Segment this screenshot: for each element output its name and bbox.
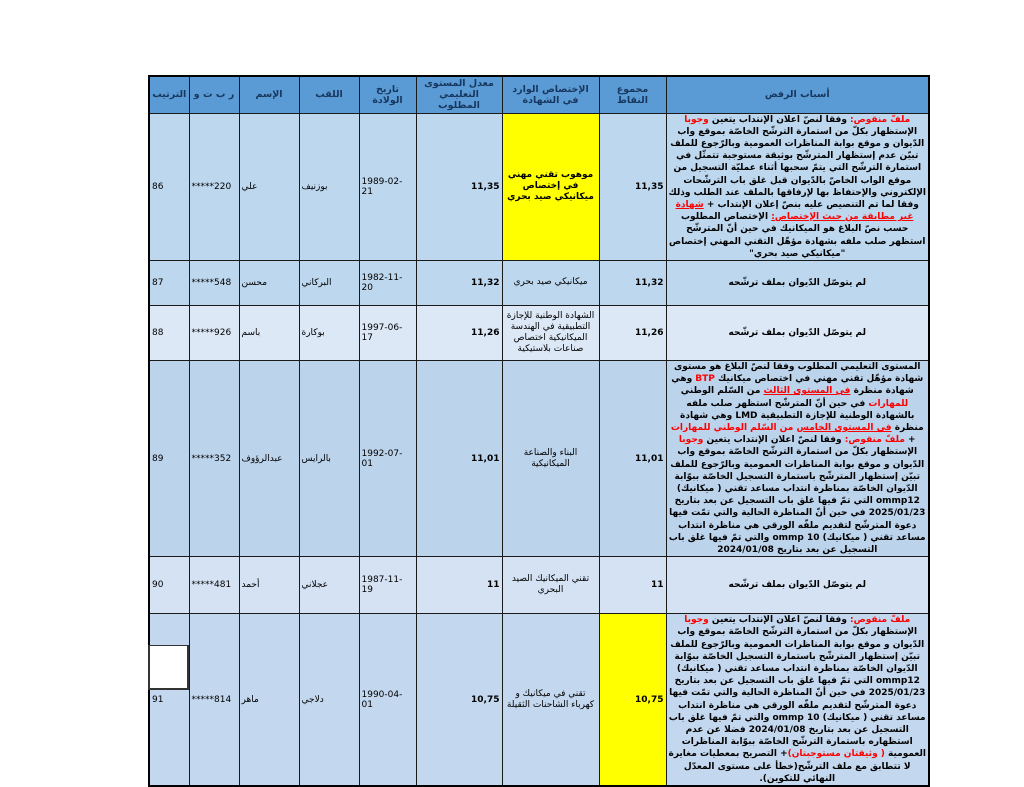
- cell-last-name: عجلاني: [299, 557, 359, 614]
- cell-registration-code: *****926: [189, 305, 239, 360]
- cell-last-name: البركاني: [299, 260, 359, 305]
- cell-birth-date: 1997-06-17: [359, 305, 416, 360]
- cell-last-name: بوكارة: [299, 305, 359, 360]
- cell-total-points: 11,26: [599, 305, 666, 360]
- header-last-name: اللقب: [299, 76, 359, 113]
- header-rank: الترتيب: [149, 76, 189, 113]
- cell-required-average: 11: [416, 557, 502, 614]
- cell-first-name: ماهر: [239, 614, 299, 786]
- cell-rejection-reason: لم يتوصّل الدّيوان بملف ترشّحه: [666, 557, 929, 614]
- header-specialty: الإختصاص الوارد في الشهادة: [502, 76, 599, 113]
- header-total-points: مجموع النقاط: [599, 76, 666, 113]
- cell-rank: 91: [149, 614, 189, 786]
- cell-total-points: 10,75: [599, 614, 666, 786]
- cell-birth-date: 1989-02-21: [359, 113, 416, 260]
- cell-birth-date: 1987-11-19: [359, 557, 416, 614]
- header-registration-code: ر ب ت و: [189, 76, 239, 113]
- cell-required-average: 10,75: [416, 614, 502, 786]
- cell-required-average: 11,35: [416, 113, 502, 260]
- cell-required-average: 11,26: [416, 305, 502, 360]
- table-row: [149, 260, 929, 305]
- cell-last-name: دلاجي: [299, 614, 359, 786]
- cell-rank: 87: [149, 260, 189, 305]
- cell-required-average: 11,32: [416, 260, 502, 305]
- cell-last-name: بوزنيف: [299, 113, 359, 260]
- rejection-table: [148, 75, 930, 787]
- cell-specialty: البناء والصناعة الميكانيكية: [502, 360, 599, 556]
- cell-registration-code: *****220: [189, 113, 239, 260]
- header-first-name: الإسم: [239, 76, 299, 113]
- cell-specialty: تقني في ميكانيك و كهرباء الشاحنات الثقيلة: [502, 614, 599, 786]
- cell-rejection-reason: لم يتوصّل الدّيوان بملف ترشّحه: [666, 305, 929, 360]
- cell-first-name: باسم: [239, 305, 299, 360]
- cell-specialty: ميكانيكي صيد بحري: [502, 260, 599, 305]
- cell-last-name: بالرايس: [299, 360, 359, 556]
- cell-birth-date: 1990-04-01: [359, 614, 416, 786]
- table-row: [149, 614, 929, 786]
- cell-registration-code: *****481: [189, 557, 239, 614]
- table-row: [149, 360, 929, 556]
- cell-rank: 88: [149, 305, 189, 360]
- cell-required-average: 11,01: [416, 360, 502, 556]
- cell-registration-code: *****352: [189, 360, 239, 556]
- table-row: [149, 305, 929, 360]
- cell-rejection-reason: المستوى التعليمي المطلوب وفقا لنصّ البلاغ هو مستوى شهادة مؤهّل تقني مهني في اختصاص ميكانيك BTP وهي شهادة منظرة في المستوى الثالث من السّلم الوطني للمهارات في حين أنّ المترشّح استظهر صلب ملفه بالشهادة الوطنية للإجازة التطبيقية LMD وهي شهادة منظرة في المستوى الخامس من السّلم الوطني للمهارات + ملفّ منقوص: وفقا لنصّ اعلان الإنتداب يتعين وجوبا الإستظهار بكلّ من استمارة الترشّح الخاصّة بموقع واب الدّيوان و موقع بوابة المناظرات العمومية وبالرّجوع للملف تبيّن إستظهار المترشّح باستمارة التسجيل الخاصّة ببوّابة الدّيوان الخاصّة بمناظرة انتداب مساعد تقني ( ميكانيك) ommp12 التي تمّ فيها غلق باب التسجيل عن بعد بتاريخ 2025/01/23 في حين أنّ المناظرة الحالية والتي تمّت فيها دعوة المترشّح لتقديم ملفّه الورقي هي مناظرة انتداب مساعد تقني ( ميكانيك) ommp 10 والتي تمّ فيها غلق باب التسجيل عن بعد بتاريخ 2024/01/08: [666, 360, 929, 556]
- cell-first-name: محسن: [239, 260, 299, 305]
- cell-specialty: الشهادة الوطنية للإجازة التطبيقية في الهندسة الميكانيكية اختصاص صناعات بلاستيكية: [502, 305, 599, 360]
- cell-total-points: 11: [599, 557, 666, 614]
- cell-first-name: أحمد: [239, 557, 299, 614]
- cell-registration-code: *****548: [189, 260, 239, 305]
- header-row: [149, 76, 929, 113]
- cell-specialty: تقني الميكانيك الصيد البحري: [502, 557, 599, 614]
- table-row: [149, 557, 929, 614]
- cell-rank: 86: [149, 113, 189, 260]
- header-birth-date: تاريخ الولادة: [359, 76, 416, 113]
- header-required-average: معدل المستوى التعليمي المطلوب: [416, 76, 502, 113]
- cell-total-points: 11,32: [599, 260, 666, 305]
- cell-first-name: علي: [239, 113, 299, 260]
- cell-first-name: عبدالرؤوف: [239, 360, 299, 556]
- cell-registration-code: *****814: [189, 614, 239, 786]
- cell-rank: 90: [149, 557, 189, 614]
- cell-rejection-reason: لم يتوصّل الدّيوان بملف ترشّحه: [666, 260, 929, 305]
- cell-birth-date: 1992-07-01: [359, 360, 416, 556]
- cell-total-points: 11,01: [599, 360, 666, 556]
- header-rejection-reasons: أسباب الرفض: [666, 76, 929, 113]
- cell-specialty: موهوب تقني مهني في إختصاص ميكانيكي صيد بحري: [502, 113, 599, 260]
- empty-trailing-cell: [148, 645, 189, 690]
- cell-rejection-reason: ملفّ منقوص: وفقا لنصّ اعلان الإنتداب يتعين وجوبا الإستظهار بكلّ من استمارة الترشّح الخاصّة بموقع واب الدّيوان و موقع بوابة المناظرات العمومية وبالرّجوع للملف تبيّن عدم إستظهار المترشّح بوثيقة مستوجبة تتمثّل في استمارة الترشّح التي يتمّ سحبها أثناء عمليّة التسجيل من موقع الواب الخاصّ بالدّيوان قبل غلق باب الترشّحات الإلكتروني والإحتفاظ بها لإرفاقها بالملف عند الطلب وذلك وفقا لما تم التنصيص عليه بنصّ إعلان الإنتداب + شهادة غير مطابقة من حيث الإختصاص: الإختصاص المطلوب حسب نصّ البلاغ هو الميكانيك في حين أنّ المترشّح استظهر صلب ملفه بشهادة مؤهّل التقني المهني إختصاص "ميكانيكي صيد بحري": [666, 113, 929, 260]
- cell-rejection-reason: ملفّ منقوص: وفقا لنصّ اعلان الإنتداب يتعين وجوبا الإستظهار بكلّ من استمارة الترشّح الخاصّة بموقع واب الدّيوان و موقع بوابة المناظرات العمومية وبالرّجوع للملف تبيّن إستظهار المترشّح باستمارة التسجيل الخاصّة ببوّابة الدّيوان الخاصّة بمناظرة انتداب مساعد تقني ( ميكانيك) ommp12 التي تمّ فيها غلق باب التسجيل عن بعد بتاريخ 2025/01/23 في حين أنّ المناظرة الحالية والتي تمّت فيها دعوة المترشّح لتقديم ملفّه الورقي هي مناظرة انتداب مساعد تقني ( ميكانيك) ommp 10 والتي تمّ فيها غلق باب التسجيل عن بعد بتاريخ 2024/01/08 فضلا عن عدم استظهاره باستمارة الترشّح الخاصّة ببوّابة المناظرات العمومية ( وثيقتان مستوجبتان)+ التصريح بمعطيات مغايرة لا تتطابق مع ملف الترشّح(خطأ على مستوى المعدّل النهائي للتكوين).: [666, 614, 929, 786]
- cell-rank: 89: [149, 360, 189, 556]
- cell-total-points: 11,35: [599, 113, 666, 260]
- cell-birth-date: 1982-11-20: [359, 260, 416, 305]
- table-row: [149, 113, 929, 260]
